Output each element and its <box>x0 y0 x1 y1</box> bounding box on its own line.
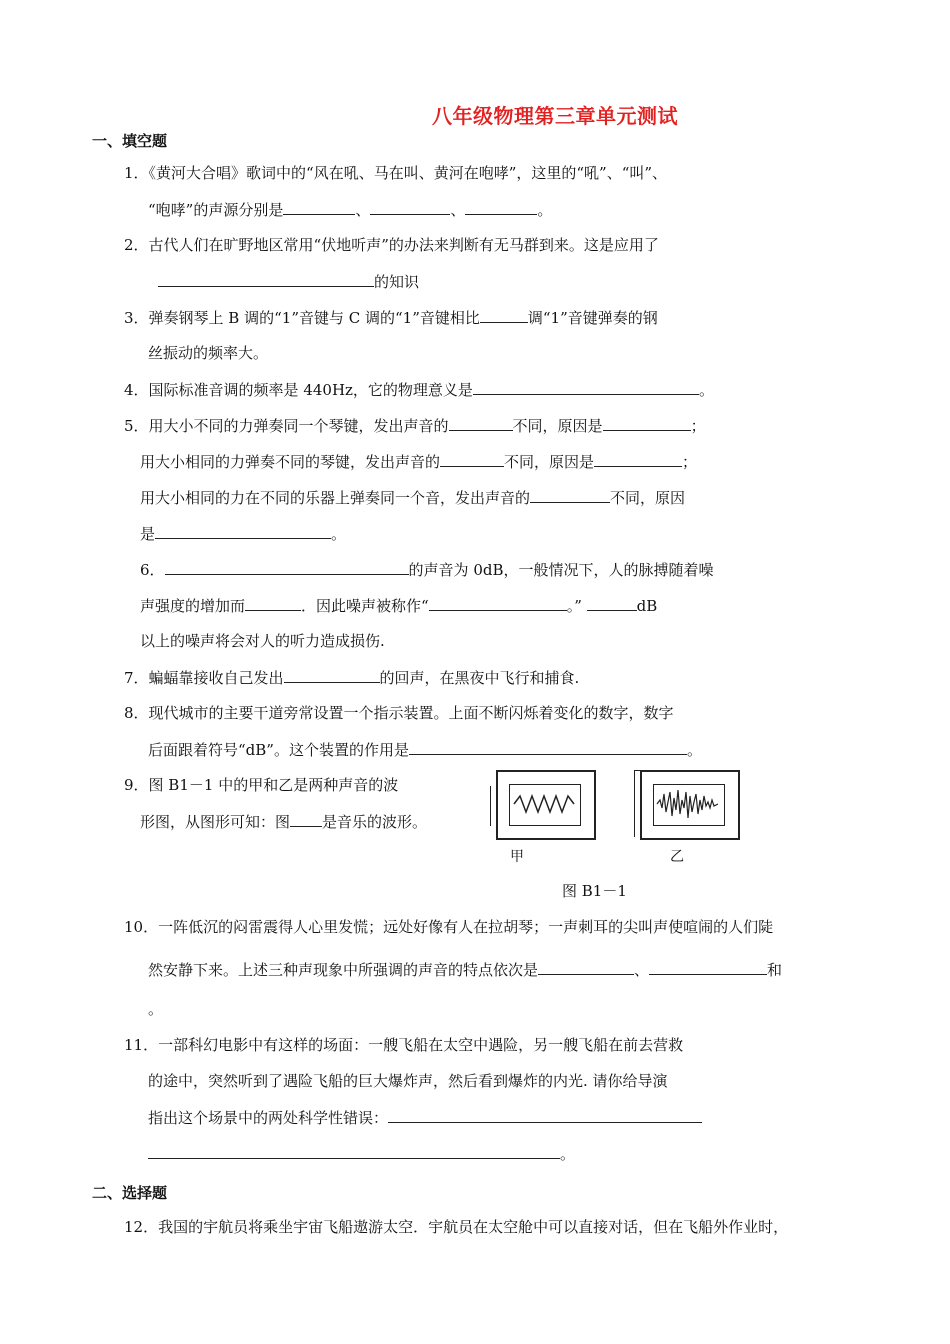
question-3-line-1 <box>124 306 658 329</box>
question-5-mid-2: 不同，原因是 <box>504 453 595 471</box>
answer-blank[interactable] <box>165 558 409 575</box>
question-9-suffix: 是音乐的波形。 <box>322 813 428 831</box>
answer-blank[interactable] <box>429 594 567 611</box>
question-4-prefix: 4．国际标准音调的频率是 440Hz，它的物理意义是 <box>124 381 473 399</box>
answer-blank[interactable] <box>284 666 380 683</box>
question-11-line-2: 的途中，突然听到了遇险飞船的巨大爆炸声，然后看到爆炸的内光. 请你给导演 <box>148 1072 668 1090</box>
question-10-prefix: 然安静下来。上述三种声现象中所强调的声音的特点依次是 <box>148 961 539 979</box>
conjunction-and: 和 <box>767 961 783 979</box>
question-9-line-1: 9．图 B1－1 中的甲和乙是两种声音的波 <box>124 776 399 794</box>
question-7-prefix: 7．蝙蝠靠接收自己发出 <box>124 669 284 687</box>
question-5-prefix-2: 用大小相同的力弹奏不同的琴键，发出声音的 <box>140 453 441 471</box>
question-11-prefix: 指出这个场景中的两处科学性错误： <box>148 1109 389 1127</box>
page-title: 八年级物理第三章单元测试 <box>432 104 678 128</box>
question-11-line-3 <box>148 1106 702 1129</box>
period: 。 <box>686 741 702 759</box>
period: 。 <box>698 381 714 399</box>
answer-blank[interactable] <box>449 414 513 431</box>
question-8-line-1: 8．现代城市的主要干道旁常设置一个指示装置。上面不断闪烁着变化的数字，数字 <box>124 704 674 722</box>
answer-blank[interactable] <box>480 306 528 323</box>
waveform-b <box>642 772 738 838</box>
question-8-line-2 <box>148 738 702 761</box>
question-5-mid-1: 不同，原因是 <box>512 417 603 435</box>
question-5-prefix-3: 用大小相同的力在不同的乐器上弹奏同一个音，发出声音的 <box>140 489 531 507</box>
answer-blank[interactable] <box>370 198 450 215</box>
question-5-line-4 <box>140 522 346 545</box>
figure-b1-1 <box>490 766 740 906</box>
answer-blank[interactable] <box>603 414 691 431</box>
section-heading-choice: 二、选择题 <box>92 1184 168 1202</box>
answer-blank[interactable] <box>465 198 537 215</box>
question-5-prefix-1: 5．用大小不同的力弹奏同一个琴键，发出声音的 <box>124 417 449 435</box>
question-1-line-2 <box>148 198 552 221</box>
semicolon: ； <box>690 417 706 435</box>
question-9-line-2 <box>140 810 427 833</box>
period: 。 <box>331 525 347 543</box>
question-6-suffix: 的声音为 0dB，一般情况下，人的脉搏随着噪 <box>408 561 714 579</box>
question-3-suffix: 调“1”音键弹奏的钢 <box>527 309 658 327</box>
question-3-line-2: 丝振动的频率大。 <box>148 344 269 362</box>
separator: 、 <box>355 201 371 219</box>
section-heading-fill: 一、填空题 <box>92 132 168 150</box>
question-6-number: 6． <box>140 561 165 579</box>
oscilloscope-a <box>496 770 596 840</box>
answer-blank[interactable] <box>290 810 322 827</box>
answer-blank[interactable] <box>155 522 331 539</box>
question-6-mid: ．因此噪声被称作“ <box>301 597 429 615</box>
question-10-line-2 <box>148 958 782 981</box>
question-6-prefix-2: 声强度的增加而 <box>140 597 246 615</box>
answer-blank[interactable] <box>538 958 634 975</box>
answer-blank[interactable] <box>158 270 374 287</box>
question-11-line-1: 11．一部科幻电影中有这样的场面：一艘飞船在太空中遇险，另一艘飞船在前去营救 <box>124 1036 684 1054</box>
answer-blank[interactable] <box>245 594 301 611</box>
question-5-line-1 <box>124 414 706 437</box>
question-7-suffix: 的回声，在黑夜中飞行和捕食. <box>379 669 580 687</box>
question-6-line-1 <box>140 558 714 581</box>
answer-blank[interactable] <box>587 594 637 611</box>
period: 。 <box>537 201 553 219</box>
figure-label-b: 乙 <box>670 849 684 865</box>
question-1-line-1: 1．《黄河大合唱》歌词中的“风在吼、马在叫、黄河在咆哮”，这里的“吼”、“叫”、 <box>124 164 668 182</box>
semicolon: ； <box>682 453 698 471</box>
question-4-line <box>124 378 714 401</box>
figure-label-a: 甲 <box>510 849 524 865</box>
question-3-prefix: 3．弹奏钢琴上 B 调的“1”音键与 C 调的“1”音键相比 <box>124 309 480 327</box>
question-6-unit: dB <box>636 597 658 615</box>
question-2-line-1: 2．古代人们在旷野地区常用“伏地听声”的办法来判断有无马群到来。这是应用了 <box>124 236 659 254</box>
period: 。 <box>560 1145 576 1163</box>
answer-blank[interactable] <box>473 378 699 395</box>
question-9-prefix: 形图，从图形可知：图 <box>140 813 291 831</box>
question-10-line-3: 。 <box>148 1000 164 1018</box>
separator: 、 <box>450 201 466 219</box>
question-10-line-1: 10．一阵低沉的闷雷震得人心里发慌；远处好像有人在拉胡琴；一声刺耳的尖叫声使喧闹的人们陡 <box>124 918 774 936</box>
answer-blank[interactable] <box>530 486 610 503</box>
question-5-suffix-3: 不同，原因 <box>610 489 686 507</box>
question-7-line <box>124 666 579 689</box>
question-1-prefix: “咆哮”的声源分别是 <box>148 201 284 219</box>
question-12-line-1: 12．我国的宇航员将乘坐宇宙飞船遨游太空．宇航员在太空舱中可以直接对话，但在飞船外作业时， <box>124 1218 789 1236</box>
question-5-line-3 <box>140 486 685 509</box>
answer-blank[interactable] <box>283 198 355 215</box>
figure-caption: 图 B1－1 <box>562 882 627 900</box>
answer-blank[interactable] <box>388 1106 702 1123</box>
answer-blank[interactable] <box>649 958 767 975</box>
question-2-line-2 <box>158 270 419 293</box>
question-6-line-2 <box>140 594 657 617</box>
question-2-suffix: 的知识 <box>374 273 420 291</box>
question-6-line-3: 以上的噪声将会对人的听力造成损伤. <box>140 632 385 650</box>
waveform-a <box>498 772 594 838</box>
answer-blank[interactable] <box>409 738 687 755</box>
question-5-line-2 <box>140 450 697 473</box>
answer-blank[interactable] <box>148 1142 560 1159</box>
question-8-prefix: 后面跟着符号“dB”。这个装置的作用是 <box>148 741 409 759</box>
question-11-line-4 <box>148 1142 575 1165</box>
separator: 、 <box>634 961 650 979</box>
oscilloscope-b <box>640 770 740 840</box>
answer-blank[interactable] <box>440 450 504 467</box>
question-5-prefix-4: 是 <box>140 525 156 543</box>
answer-blank[interactable] <box>594 450 682 467</box>
question-6-mid-2: 。” <box>566 597 582 615</box>
